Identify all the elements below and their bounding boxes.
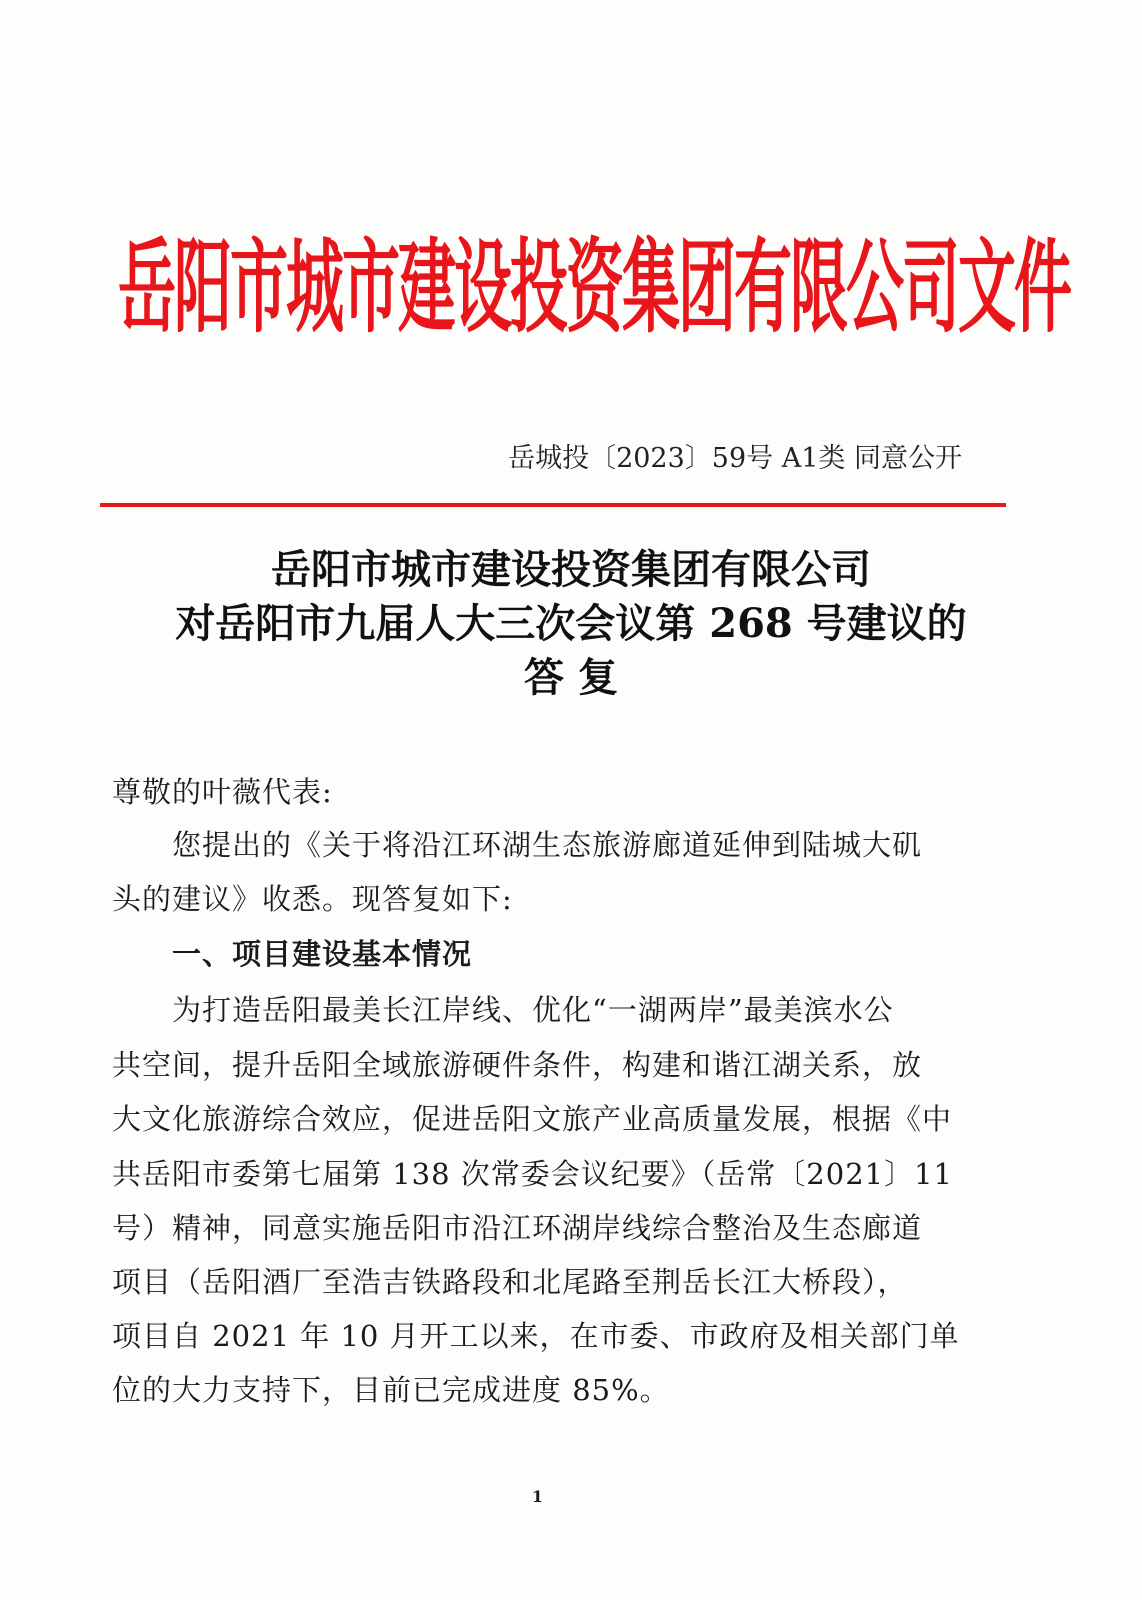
body-line: 号）精神，同意实施岳阳市沿江环湖岸线综合整治及生态廊道 xyxy=(112,1211,923,1245)
body-line: 头的建议》收悉。现答复如下: xyxy=(112,882,513,916)
section-heading: 一、项目建设基本情况 xyxy=(172,937,473,971)
page-number: 1 xyxy=(531,1487,544,1506)
body-line: 大文化旅游综合效应，促进岳阳文旅产业高质量发展，根据《中 xyxy=(112,1102,953,1136)
body-line: 共空间，提升岳阳全域旅游硬件条件，构建和谐江湖关系，放 xyxy=(112,1048,923,1082)
body-line: 项目（岳阳酒厂至浩吉铁路段和北尾路至荆岳长江大桥段）， xyxy=(112,1265,908,1299)
salutation: 尊敬的叶薇代表: xyxy=(112,775,333,809)
reply-title-line-2: 对岳阳市九届人大三次会议第 268 号建议的 xyxy=(175,600,967,647)
body-line: 位的大力支持下，目前已完成进度 85%。 xyxy=(112,1373,670,1407)
body-line: 您提出的《关于将沿江环湖生态旅游廊道延伸到陆城大矶 xyxy=(172,828,923,862)
red-divider xyxy=(100,503,1006,507)
document-number: 岳城投〔2023〕59号 A1类 同意公开 xyxy=(508,443,962,474)
document-header-title: 岳阳市城市建设投资集团有限公司文件 xyxy=(118,227,1071,347)
body-line: 共岳阳市委第七届第 138 次常委会议纪要》（岳常〔2021〕11 xyxy=(112,1157,953,1191)
reply-title-line-1: 岳阳市城市建设投资集团有限公司 xyxy=(271,546,871,593)
body-line: 项目自 2021 年 10 月开工以来，在市委、市政府及相关部门单 xyxy=(112,1319,960,1353)
reply-title-line-3: 答 复 xyxy=(524,654,618,701)
body-line: 为打造岳阳最美长江岸线、优化“一湖两岸”最美滨水公 xyxy=(172,993,894,1027)
